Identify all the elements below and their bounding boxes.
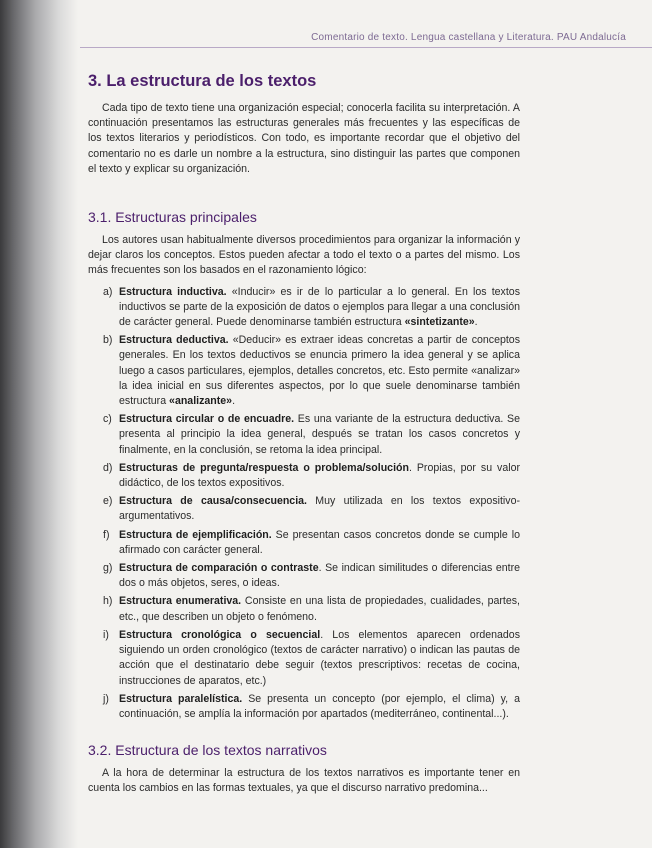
page-content — [88, 72, 520, 797]
item-term: Estructura cronológica o secuencial — [119, 628, 321, 641]
item-term: Estructura de ejemplificación. — [119, 528, 272, 541]
header-rule — [80, 47, 652, 48]
structure-list — [88, 285, 520, 722]
item-text: «Inducir» es ir de lo particular a lo general. En los textos inductivos se parte de la exposición de datos o ejemplos para llegar a una conclusión de carácter general. Puede denominarse también estructura — [119, 285, 520, 329]
item-text: . Los elementos aparecen ordenados siguiendo un orden cronológico (textos de carácter narrativo) o indican las pautas de acción que el destinatario debe seguir (textos prescriptivos: recetas de cocina, instrucciones de aparatos, etc.) — [119, 628, 520, 687]
item-term-secondary: «sintetizante» — [404, 316, 475, 329]
list-item — [88, 461, 520, 491]
list-item — [88, 285, 520, 331]
subsection-title-3-2: 3.2. Estructura de los textos narrativos — [88, 742, 327, 759]
list-item — [88, 412, 520, 458]
list-item — [88, 692, 520, 722]
list-marker: j) — [103, 692, 109, 705]
item-term: Estructura enumerativa. — [119, 595, 242, 608]
item-text-tail: . — [474, 316, 478, 329]
item-text: Muy utilizada en los textos expositivo-argumentativos. — [119, 495, 520, 523]
list-item — [88, 561, 520, 591]
item-text: Consiste en una lista de propiedades, cualidades, partes, etc., que describen un objeto o fenómeno. — [119, 595, 520, 623]
section-title: 3. La estructura de los textos — [88, 72, 317, 90]
list-marker: c) — [103, 413, 112, 426]
item-text: Se presentan casos concretos donde se cumple lo afirmado con carácter general. — [119, 528, 520, 556]
list-marker: a) — [103, 285, 113, 298]
list-marker: b) — [103, 334, 113, 347]
subsection-intro-3-1: Los autores usan habitualmente diversos procedimientos para organizar la información y dejar claros los conceptos. Estos pueden afectar a todo el texto o a partes del mismo. Los más frecuentes son los basados en el razonamiento lógico: — [88, 234, 520, 277]
item-term: Estructura circular o de encuadre. — [119, 413, 295, 426]
list-marker: d) — [103, 461, 113, 474]
subsection-intro-3-2: A la hora de determinar la estructura de los textos narrativos es importante tener en cuenta los cambios en las formas textuales, ya que el discurso narrativo predomina... — [88, 767, 520, 795]
subsection-title-3-1: 3.1. Estructuras principales — [88, 209, 257, 226]
item-text-tail: . — [232, 395, 236, 408]
list-marker: g) — [103, 562, 113, 575]
item-term: Estructura de causa/consecuencia. — [119, 495, 307, 508]
book-binding-shadow — [0, 0, 78, 848]
item-text: «Deducir» es extraer ideas concretas a partir de conceptos generales. En los textos deductivos se enuncia primero la idea general y se aplica luego a casos particulares, ejemplos, detalles concretos, etc. Esto permite «analizar» la idea inicial en sus diferentes aspectos, por lo que suele denominarse también estructura — [119, 334, 520, 408]
item-term-secondary: «analizante» — [169, 395, 233, 408]
item-text: . Se indican similitudes o diferencias entre dos o más objetos, seres, o ideas. — [119, 562, 520, 590]
item-term: Estructura inductiva. — [119, 285, 227, 298]
section-intro: Cada tipo de texto tiene una organización especial; conocerla facilita su interpretación. A continuación presentamos las estructuras generales más frecuentes y las específicas de los textos literarios y periodísticos. Con todo, es importante recordar que el objetivo del comentario no es darle un nombre a la estructura, sino distinguir las partes que componen el texto y explicar su organización. — [88, 102, 520, 175]
item-text: . Propias, por su valor didáctico, de los textos expositivos. — [119, 461, 520, 490]
list-item — [88, 628, 520, 689]
list-marker: e) — [103, 495, 113, 508]
list-marker: f) — [103, 528, 110, 541]
list-item — [88, 494, 520, 524]
list-item — [88, 594, 520, 624]
item-term: Estructura paralelística. — [119, 692, 243, 705]
list-item — [88, 528, 520, 558]
list-marker: h) — [103, 595, 113, 608]
list-item — [88, 333, 520, 409]
item-term: Estructura de comparación o contraste — [119, 562, 319, 575]
item-text: Es una variante de la estructura deductiva. Se presenta al principio la idea general, después se tratan los casos concretos y finalmente, en la conclusión, se retoma la idea principal. — [119, 413, 520, 456]
running-head: Comentario de texto. Lengua castellana y Literatura. PAU Andalucía — [311, 32, 626, 43]
item-term: Estructuras de pregunta/respuesta o problema/solución — [119, 461, 409, 474]
list-marker: i) — [103, 628, 109, 641]
item-term: Estructura deductiva. — [119, 334, 229, 347]
item-text: Se presenta un concepto (por ejemplo, el clima) y, a continuación, se amplía la información por apartados (mediterráneo, continental...). — [119, 692, 520, 720]
